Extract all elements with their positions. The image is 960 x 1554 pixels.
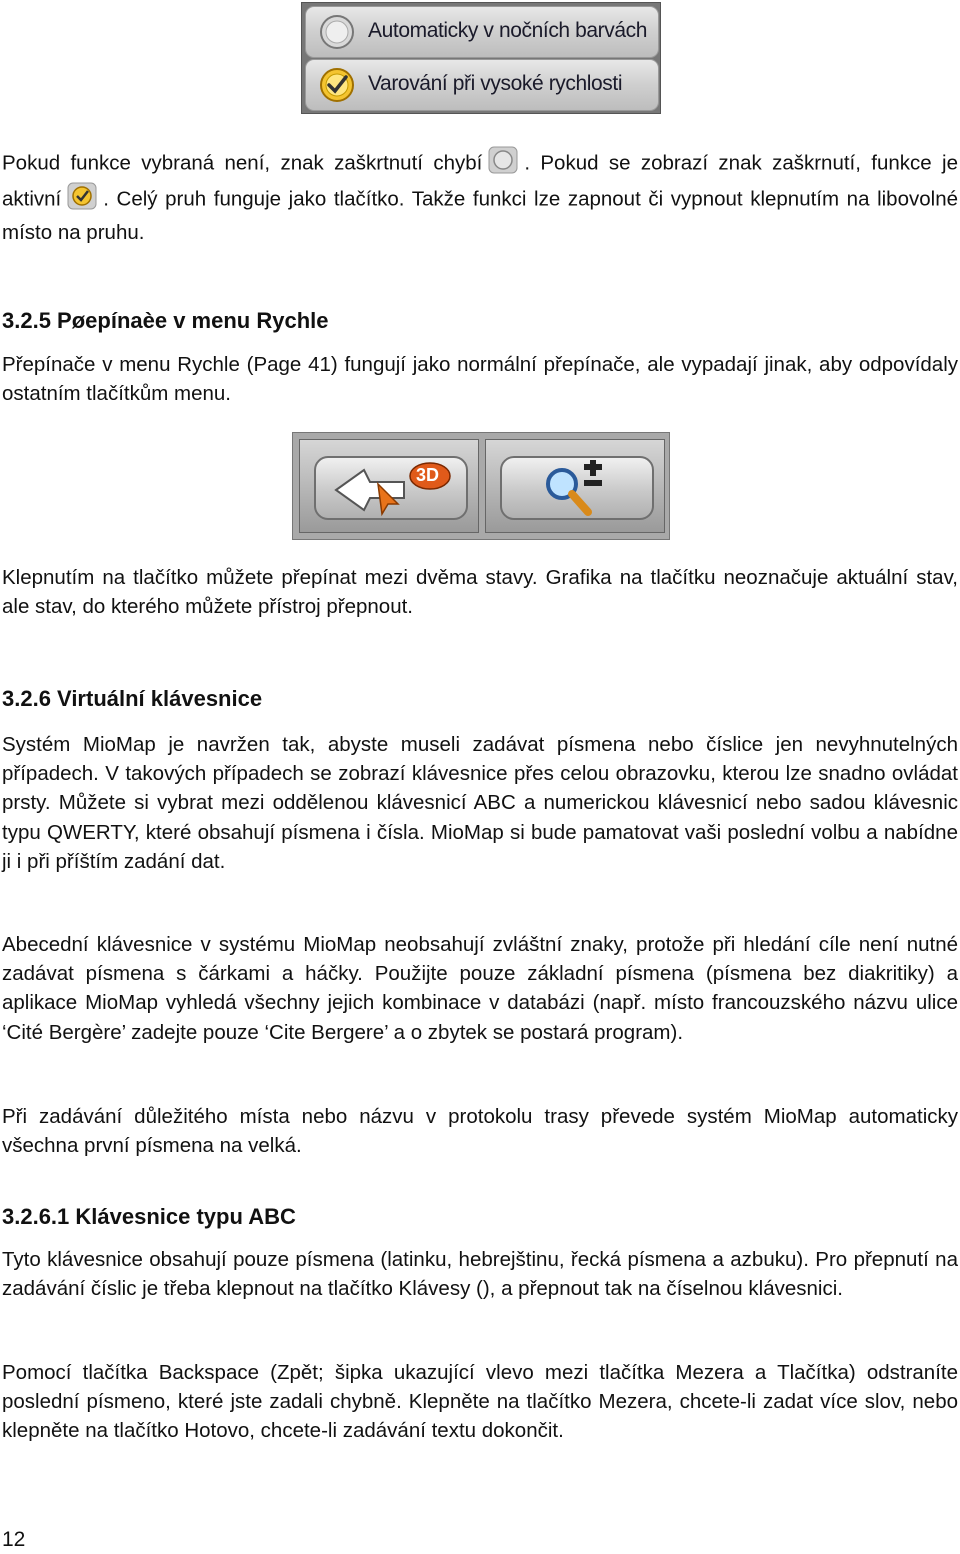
checked-icon: [67, 182, 97, 218]
paragraph-abc-keyboard-1: Tyto klávesnice obsahují pouze písmena (latinku, hebrejštinu, řecká písmena a azbuku). Pro přepnutí na zadávání číslic je třeba klepnout na tlačítko Klávesy (), a přepnout tak na číselnou klávesnici.: [2, 1248, 958, 1301]
paragraph-virtual-keyboard-3: Při zadávání důležitého místa nebo názvu v protokolu trasy převede systém MioMap automaticky všechna první písmena na velká.: [2, 1105, 958, 1158]
speed-warning-toggle-row[interactable]: [305, 59, 659, 111]
night-colors-label: Automaticky v nočních barvách: [368, 19, 648, 42]
unchecked-icon: [318, 13, 356, 56]
heading-3-2-6-1: 3.2.6.1 Klávesnice typu ABC: [2, 1204, 296, 1229]
paragraph-toggle-states: Klepnutím na tlačítko můžete přepínat mezi dvěma stavy. Grafika na tlačítku neoznačuje aktuální stav, ale stav, do kterého můžete přístroj přepnout.: [2, 566, 958, 619]
magnifier-plus-icon: [532, 460, 622, 518]
heading-3-2-5: 3.2.5 Pøepínaèe v menu Rychle: [2, 308, 329, 333]
page-number: 12: [2, 1528, 26, 1551]
3d-view-button[interactable]: [299, 439, 479, 533]
checked-icon: [318, 66, 356, 109]
speed-warning-label: Varování při vysoké rychlosti: [368, 72, 623, 95]
3d-badge: 3D: [416, 465, 440, 485]
zoom-button[interactable]: [485, 439, 665, 533]
paragraph-abc-keyboard-2: Pomocí tlačítka Backspace (Zpět; šipka ukazující vlevo mezi tlačítka Mezera a Tlačítka) odstraníte poslední písmeno, které jste zadali chybně. Klepněte na tlačítko Mezera, chcete-li zadat více slov, nebo klepněte na tlačítko Hotovo, chcete-li zadávání textu dokončit.: [2, 1361, 958, 1443]
paragraph-checkmark-explanation: [2, 146, 958, 248]
para1-part3: . Celý pruh funguje jako tlačítko. Takže funkci lze zapnout či vypnout klepnutím na libovolné místo na pruhu.: [2, 187, 958, 245]
paragraph-virtual-keyboard-1: Systém MioMap je navržen tak, abyste museli zadávat písmena nebo číslice jen nevyhnutelných případech. V takových případech se zobrazí klávesnice přes celou obrazovku, kterou lze snadno ovládat prsty. Můžete si vybrat mezi oddělenou klávesnicí ABC a numerickou klávesnicí nebo sadou klávesnic typu QWERTY, které obsahují písmena i čísla. MioMap si bude pamatovat vaši poslední volbu a nabídne ji i při příštím zadání dat.: [2, 733, 958, 873]
heading-3-2-6: 3.2.6 Virtuální klávesnice: [2, 686, 263, 711]
toggle-buttons-image: [292, 432, 670, 540]
paragraph-quick-menu-toggles: Přepínače v menu Rychle (Page 41) fungují jako normální přepínače, ale vypadají jinak, aby odpovídaly ostatním tlačítkům menu.: [2, 353, 958, 406]
para1-part1: Pokud funkce vybraná není, znak zaškrtnutí chybí: [2, 151, 483, 175]
settings-panel-image: [301, 2, 661, 114]
paragraph-virtual-keyboard-2: Abecední klávesnice v systému MioMap neobsahují zvláštní znaky, protože při hledání cíle není nutné zadávat písmena s čárkami a háčky. Použijte pouze základní písmena (písmena bez diakritiky) a aplikace MioMap vyhledá všechny jejich kombinace v databázi (např. místo francouzského názvu ulice ‘Cité Bergère’ zadejte pouze ‘Cite Bergere’ a o zbytek se postará program).: [2, 933, 958, 1044]
unchecked-icon: [488, 146, 518, 182]
para1-part2: . Pokud se zobrazí znak zaškrnutí, funkce je aktivní: [2, 151, 958, 211]
night-colors-toggle-row[interactable]: [305, 6, 659, 58]
